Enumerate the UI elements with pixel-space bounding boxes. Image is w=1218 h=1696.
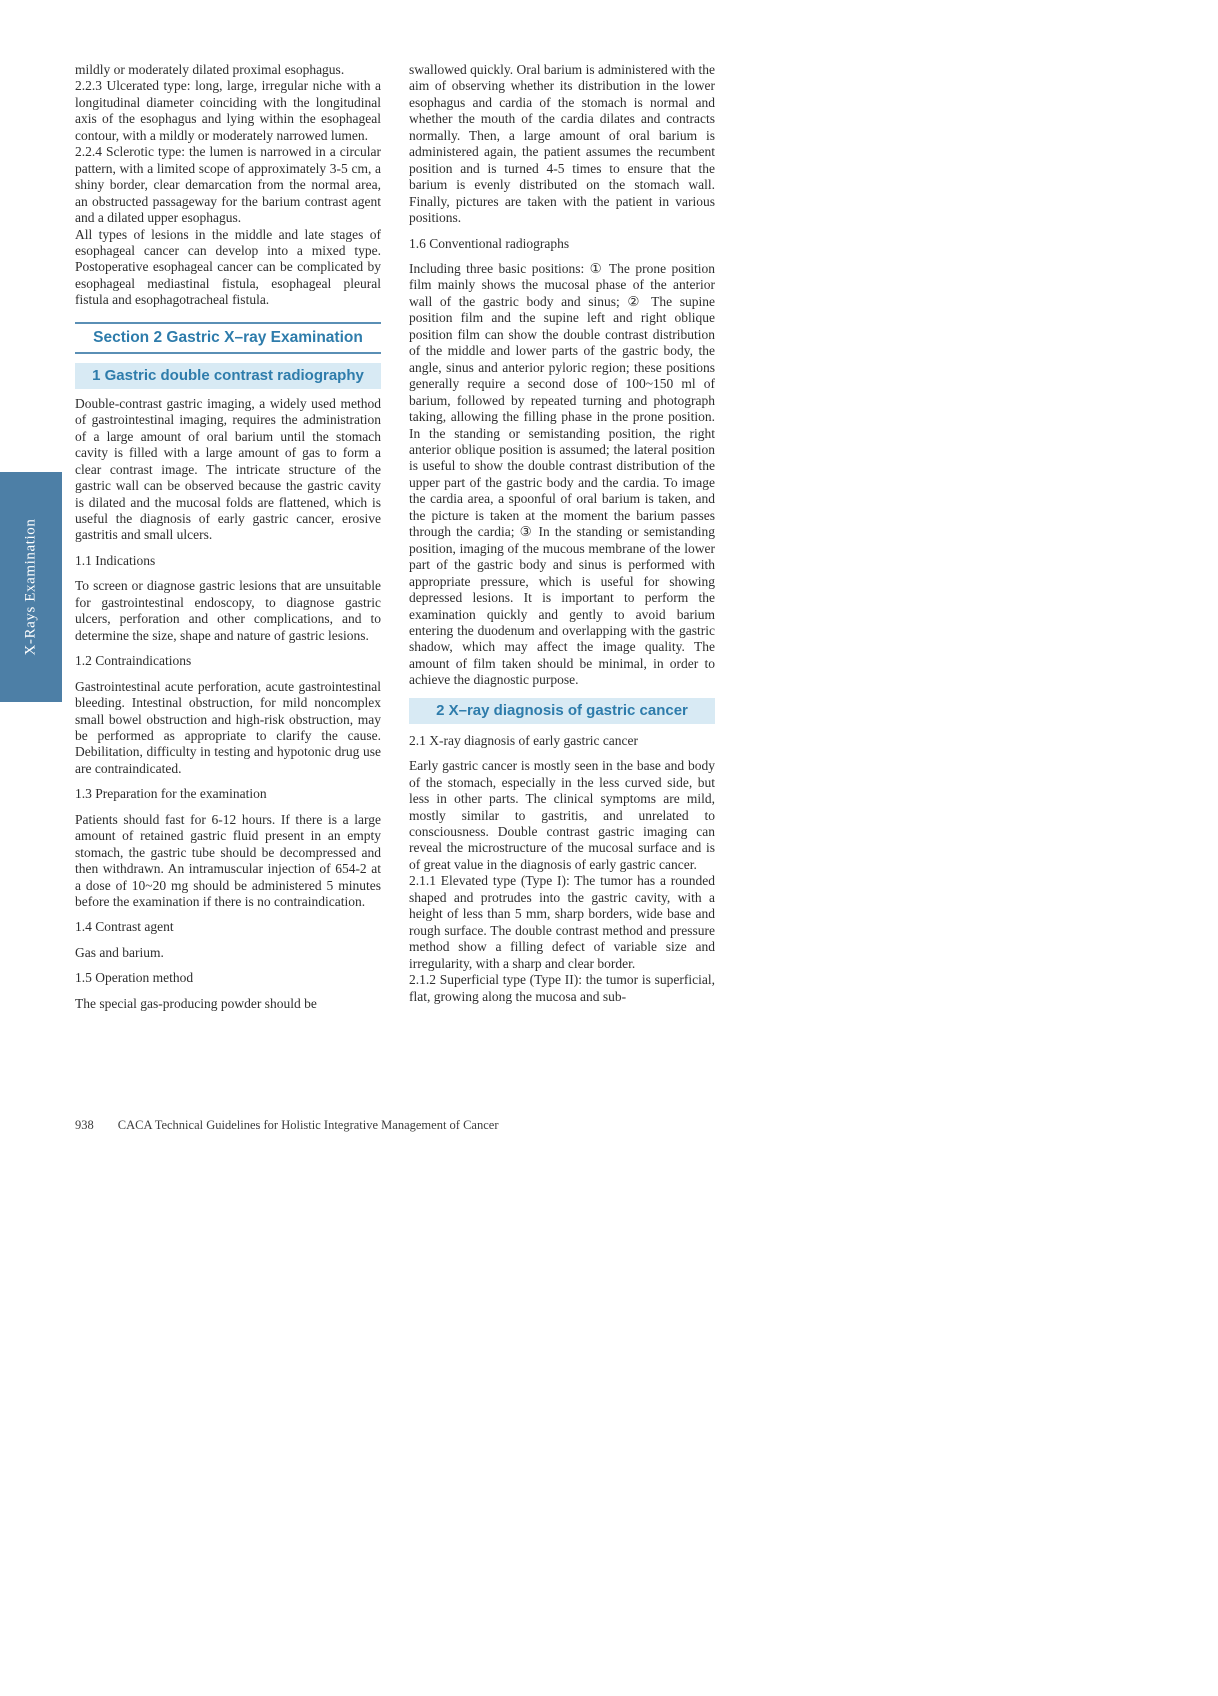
section-header: Section 2 Gastric X–ray Examination: [75, 322, 381, 354]
right-column: [409, 62, 715, 1012]
subsection-heading: 1.2 Contraindications: [75, 653, 192, 669]
body-paragraph: swallowed quickly. Oral barium is administered with the aim of observing whether its distribution in the lower esophagus and cardia of the stomach is normal and whether the mouth of the cardia dilates and contracts normally. Then, a large amount of oral barium is administered again, the patient assumes the recumbent position and is turned 4-5 times to ensure that the barium is evenly distributed on the stomach wall. Finally, pictures are taken with the patient in various positions.: [409, 62, 715, 226]
body-paragraph: Gas and barium.: [75, 944, 164, 960]
subsection-heading: 1.5 Operation method: [75, 970, 194, 986]
body-paragraph: Gastrointestinal acute perforation, acute gastrointestinal bleeding. Intestinal obstruction, for mild noncomplex small bowel obstruction and high-risk obstruction, may be performed as appropriate to clarify the cause. Debilitation, difficulty in testing and hypotonic drug use are contraindicated.: [75, 678, 381, 776]
body-paragraph: Double-contrast gastric imaging, a widely used method of gastrointestinal imaging, requires the administration of a large amount of oral barium until the stomach cavity is filled with a large amount of gas to form a clear contrast image. The intricate structure of the gastric wall can be observed because the gastric cavity is dilated and the mucosal folds are flattened, which is useful the diagnosis of early gastric cancer, erosive gastritis and small ulcers.: [75, 395, 381, 543]
subsection-heading: 2.1 X-ray diagnosis of early gastric cancer: [409, 732, 639, 748]
page-number: 938: [75, 1118, 94, 1132]
body-paragraph: mildly or moderately dilated proximal esophagus.: [75, 62, 345, 77]
left-column: [75, 62, 381, 1012]
body-paragraph: Early gastric cancer is mostly seen in the base and body of the stomach, especially in the less curved side, but less in other parts. The clinical symptoms are mild, mostly similar to gastritis, and unrelated to consciousness. Double contrast gastric imaging can reveal the microstructure of the mucosal surface and is of great value in the diagnosis of early gastric cancer.: [409, 758, 715, 872]
page-footer: [75, 1118, 498, 1133]
subsection-heading: 1.4 Contrast agent: [75, 919, 174, 935]
subsection-band-header: 1 Gastric double contrast radiography: [75, 363, 381, 389]
subsection-band-header: 2 X–ray diagnosis of gastric cancer: [409, 698, 715, 724]
text-block: [75, 62, 716, 1012]
footer-title: CACA Technical Guidelines for Holistic Integrative Management of Cancer: [117, 1118, 499, 1132]
chapter-tab-label: X-Rays Examination: [22, 518, 39, 656]
body-paragraph: 2.2.3 Ulcerated type: long, large, irregular niche with a longitudinal diameter coinciding with the longitudinal axis of the esophagus and lying within the esophageal contour, with a mildly or moderately narrowed lumen.: [75, 78, 381, 143]
body-paragraph: Including three basic positions: ① The prone position film mainly shows the mucosal phase of the anterior wall of the gastric body and sinus; ② The supine position film and the supine left and right oblique position film can show the double contrast distribution of the middle and lower parts of the gastric body, the angle, sinus and anterior pyloric region; these positions generally require a second dose of 100~150 ml of barium, followed by repeated turning and photograph taking, allowing the filling phase in the prone position. In the standing or semistanding position, the right anterior oblique position is assumed; the lateral position is useful to show the double contrast distribution of the upper part of the gastric body and the cardia. To image the cardia area, a spoonful of oral barium is taken, and the picture is taken at the moment the barium passes through the cardia; ③ In the standing or semistanding position, imaging of the mucous membrane of the lower part of the gastric body and sinus is performed with appropriate pressure, which is useful for showing depressed lesions. It is important to perform the examination quickly and gently to avoid barium entering the duodenum and overlapping with the gastric shadow, which may affect the image quality. The amount of film taken should be minimal, in order to achieve the diagnostic purpose.: [409, 260, 715, 688]
subsection-heading: 1.3 Preparation for the examination: [75, 786, 267, 802]
body-paragraph: The special gas-producing powder should be: [75, 995, 317, 1011]
chapter-tab: [0, 472, 62, 702]
body-paragraph: 2.1.1 Elevated type (Type I): The tumor has a rounded shaped and protrudes into the gastric cavity, with a height of less than 5 mm, sharp borders, wide base and rough surface. The double contrast method and pressure method show a filling defect of variable size and irregularity, with a sharp and clear border.: [409, 873, 715, 971]
body-paragraph: To screen or diagnose gastric lesions that are unsuitable for gastrointestinal endoscopy, to diagnose gastric ulcers, perforation and other complications, and to determine the size, shape and nature of gastric lesions.: [75, 578, 381, 643]
subsection-heading: 1.6 Conventional radiographs: [409, 235, 570, 251]
body-paragraph: 2.2.4 Sclerotic type: the lumen is narrowed in a circular pattern, with a limited scope of approximately 3-5 cm, a shiny border, clear demarcation from the normal area, an obstructed passageway for the barium contrast agent and a dilated upper esophagus.: [75, 144, 381, 226]
body-paragraph: All types of lesions in the middle and late stages of esophageal cancer can develop into a mixed type. Postoperative esophageal cancer can be complicated by esophageal mediastinal fistula, esophageal pleural fistula and esophagotracheal fistula.: [75, 226, 381, 308]
subsection-heading: 1.1 Indications: [75, 552, 156, 568]
body-paragraph: 2.1.2 Superficial type (Type II): the tumor is superficial, flat, growing along the mucosa and sub-: [409, 972, 715, 1004]
body-paragraph: Patients should fast for 6-12 hours. If there is a large amount of retained gastric fluid present in an empty stomach, the gastric tube should be decompressed and then withdrawn. An intramuscular injection of 654-2 at a dose of 10~20 mg should be administered 5 minutes before the examination if there is no contraindication.: [75, 811, 381, 910]
